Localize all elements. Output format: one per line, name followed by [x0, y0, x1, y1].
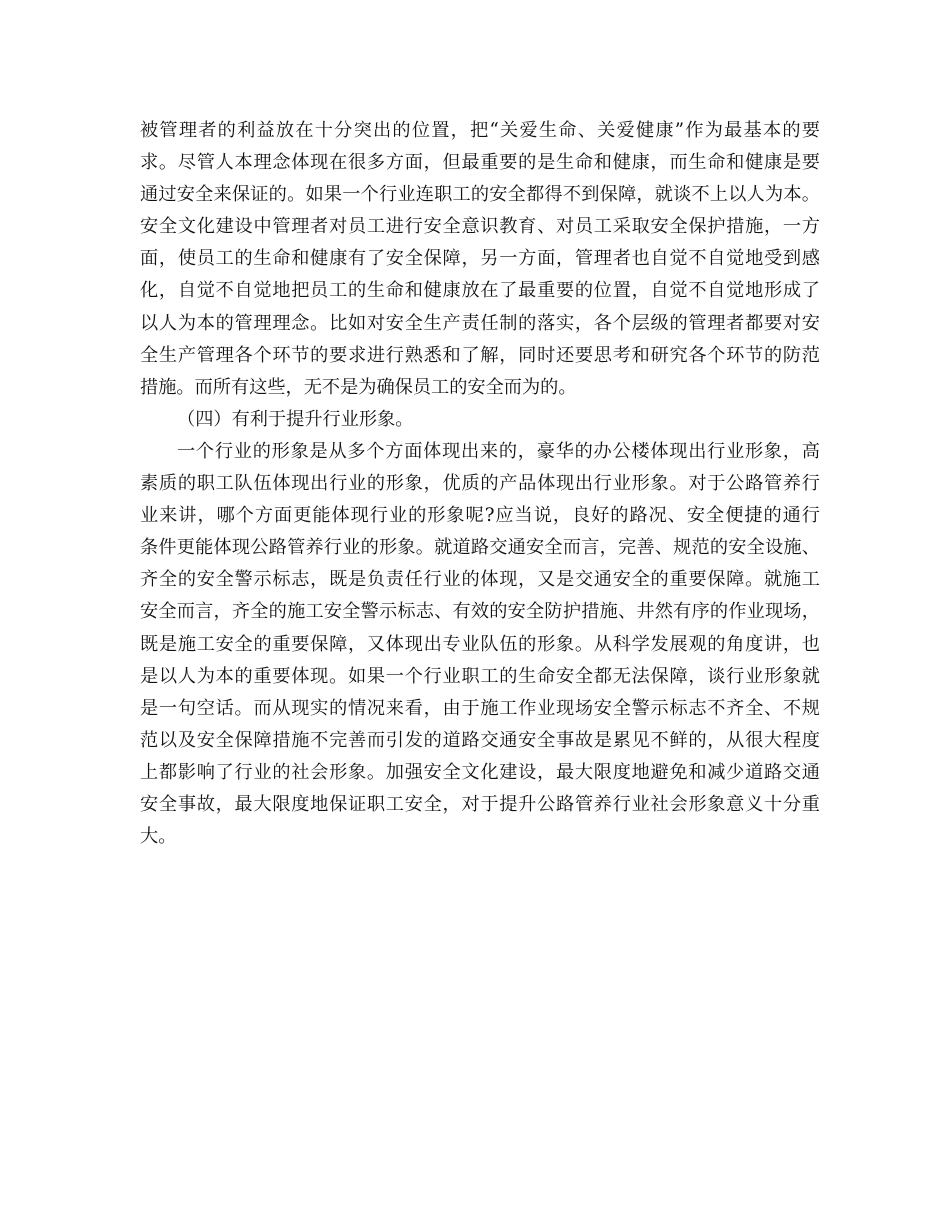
section-heading-four: （四）有利于提升行业形象。	[177, 408, 414, 430]
paragraph-line: 是以人为本的重要体现。如果一个行业职工的生命安全都无法保障，谈行业形象就	[140, 665, 820, 687]
paragraph-line: 全生产管理各个环节的要求进行熟悉和了解，同时还要思考和研究各个环节的防范	[140, 344, 820, 366]
paragraph-human-centered	[140, 115, 820, 404]
paragraph-line: 措施。而所有这些，无不是为确保员工的安全而为的。	[140, 376, 577, 398]
paragraph-line: 以人为本的管理理念。比如对安全生产责任制的落实，各个层级的管理者都要对安	[140, 312, 820, 334]
paragraph-line: 齐全的安全警示标志，既是负责任行业的体现，又是交通安全的重要保障。就施工	[140, 569, 820, 591]
document-body	[140, 115, 820, 853]
paragraph-line: 上都影响了行业的社会形象。加强安全文化建设，最大限度地避免和减少道路交通	[140, 761, 820, 783]
paragraph-line: 范以及安全保障措施不完善而引发的道路交通安全事故是累见不鲜的，从很大程度	[140, 729, 820, 751]
paragraph-line: 安全事故，最大限度地保证职工安全，对于提升公路管养行业社会形象意义十分重	[140, 793, 820, 815]
paragraph-line: 大。	[140, 826, 177, 848]
paragraph-line: 化，自觉不自觉地把员工的生命和健康放在了最重要的位置，自觉不自觉地形成了	[140, 280, 820, 302]
paragraph-line: 安全文化建设中管理者对员工进行安全意识教育、对员工采取安全保护措施，一方	[140, 216, 820, 238]
paragraph-line: 安全而言，齐全的施工安全警示标志、有效的安全防护措施、井然有序的作业现场，	[140, 601, 820, 623]
paragraph-line: 业来讲，哪个方面更能体现行业的形象呢?应当说，良好的路况、安全便捷的通行	[140, 505, 820, 527]
paragraph-line: 一个行业的形象是从多个方面体现出来的，豪华的办公楼体现出行业形象，高	[177, 440, 820, 462]
paragraph-line: 条件更能体现公路管养行业的形象。就道路交通安全而言，完善、规范的安全设施、	[140, 537, 820, 559]
paragraph-line: 被管理者的利益放在十分突出的位置，把“关爱生命、关爱健康”作为最基本的要	[140, 120, 820, 141]
paragraph-line: 是一句空话。而从现实的情况来看，由于施工作业现场安全警示标志不齐全、不规	[140, 697, 820, 719]
paragraph-line: 通过安全来保证的。如果一个行业连职工的安全都得不到保障，就谈不上以人为本。	[140, 184, 820, 206]
paragraph-industry-image	[140, 436, 820, 853]
paragraph-line: 求。尽管人本理念体现在很多方面，但最重要的是生命和健康，而生命和健康是要	[140, 152, 820, 174]
paragraph-line: 面，使员工的生命和健康有了安全保障，另一方面，管理者也自觉不自觉地受到感	[140, 248, 820, 270]
paragraph-line: 既是施工安全的重要保障，又体现出专业队伍的形象。从科学发展观的角度讲，也	[140, 633, 820, 655]
paragraph-line: 素质的职工队伍体现出行业的形象，优质的产品体现出行业形象。对于公路管养行	[140, 473, 820, 495]
